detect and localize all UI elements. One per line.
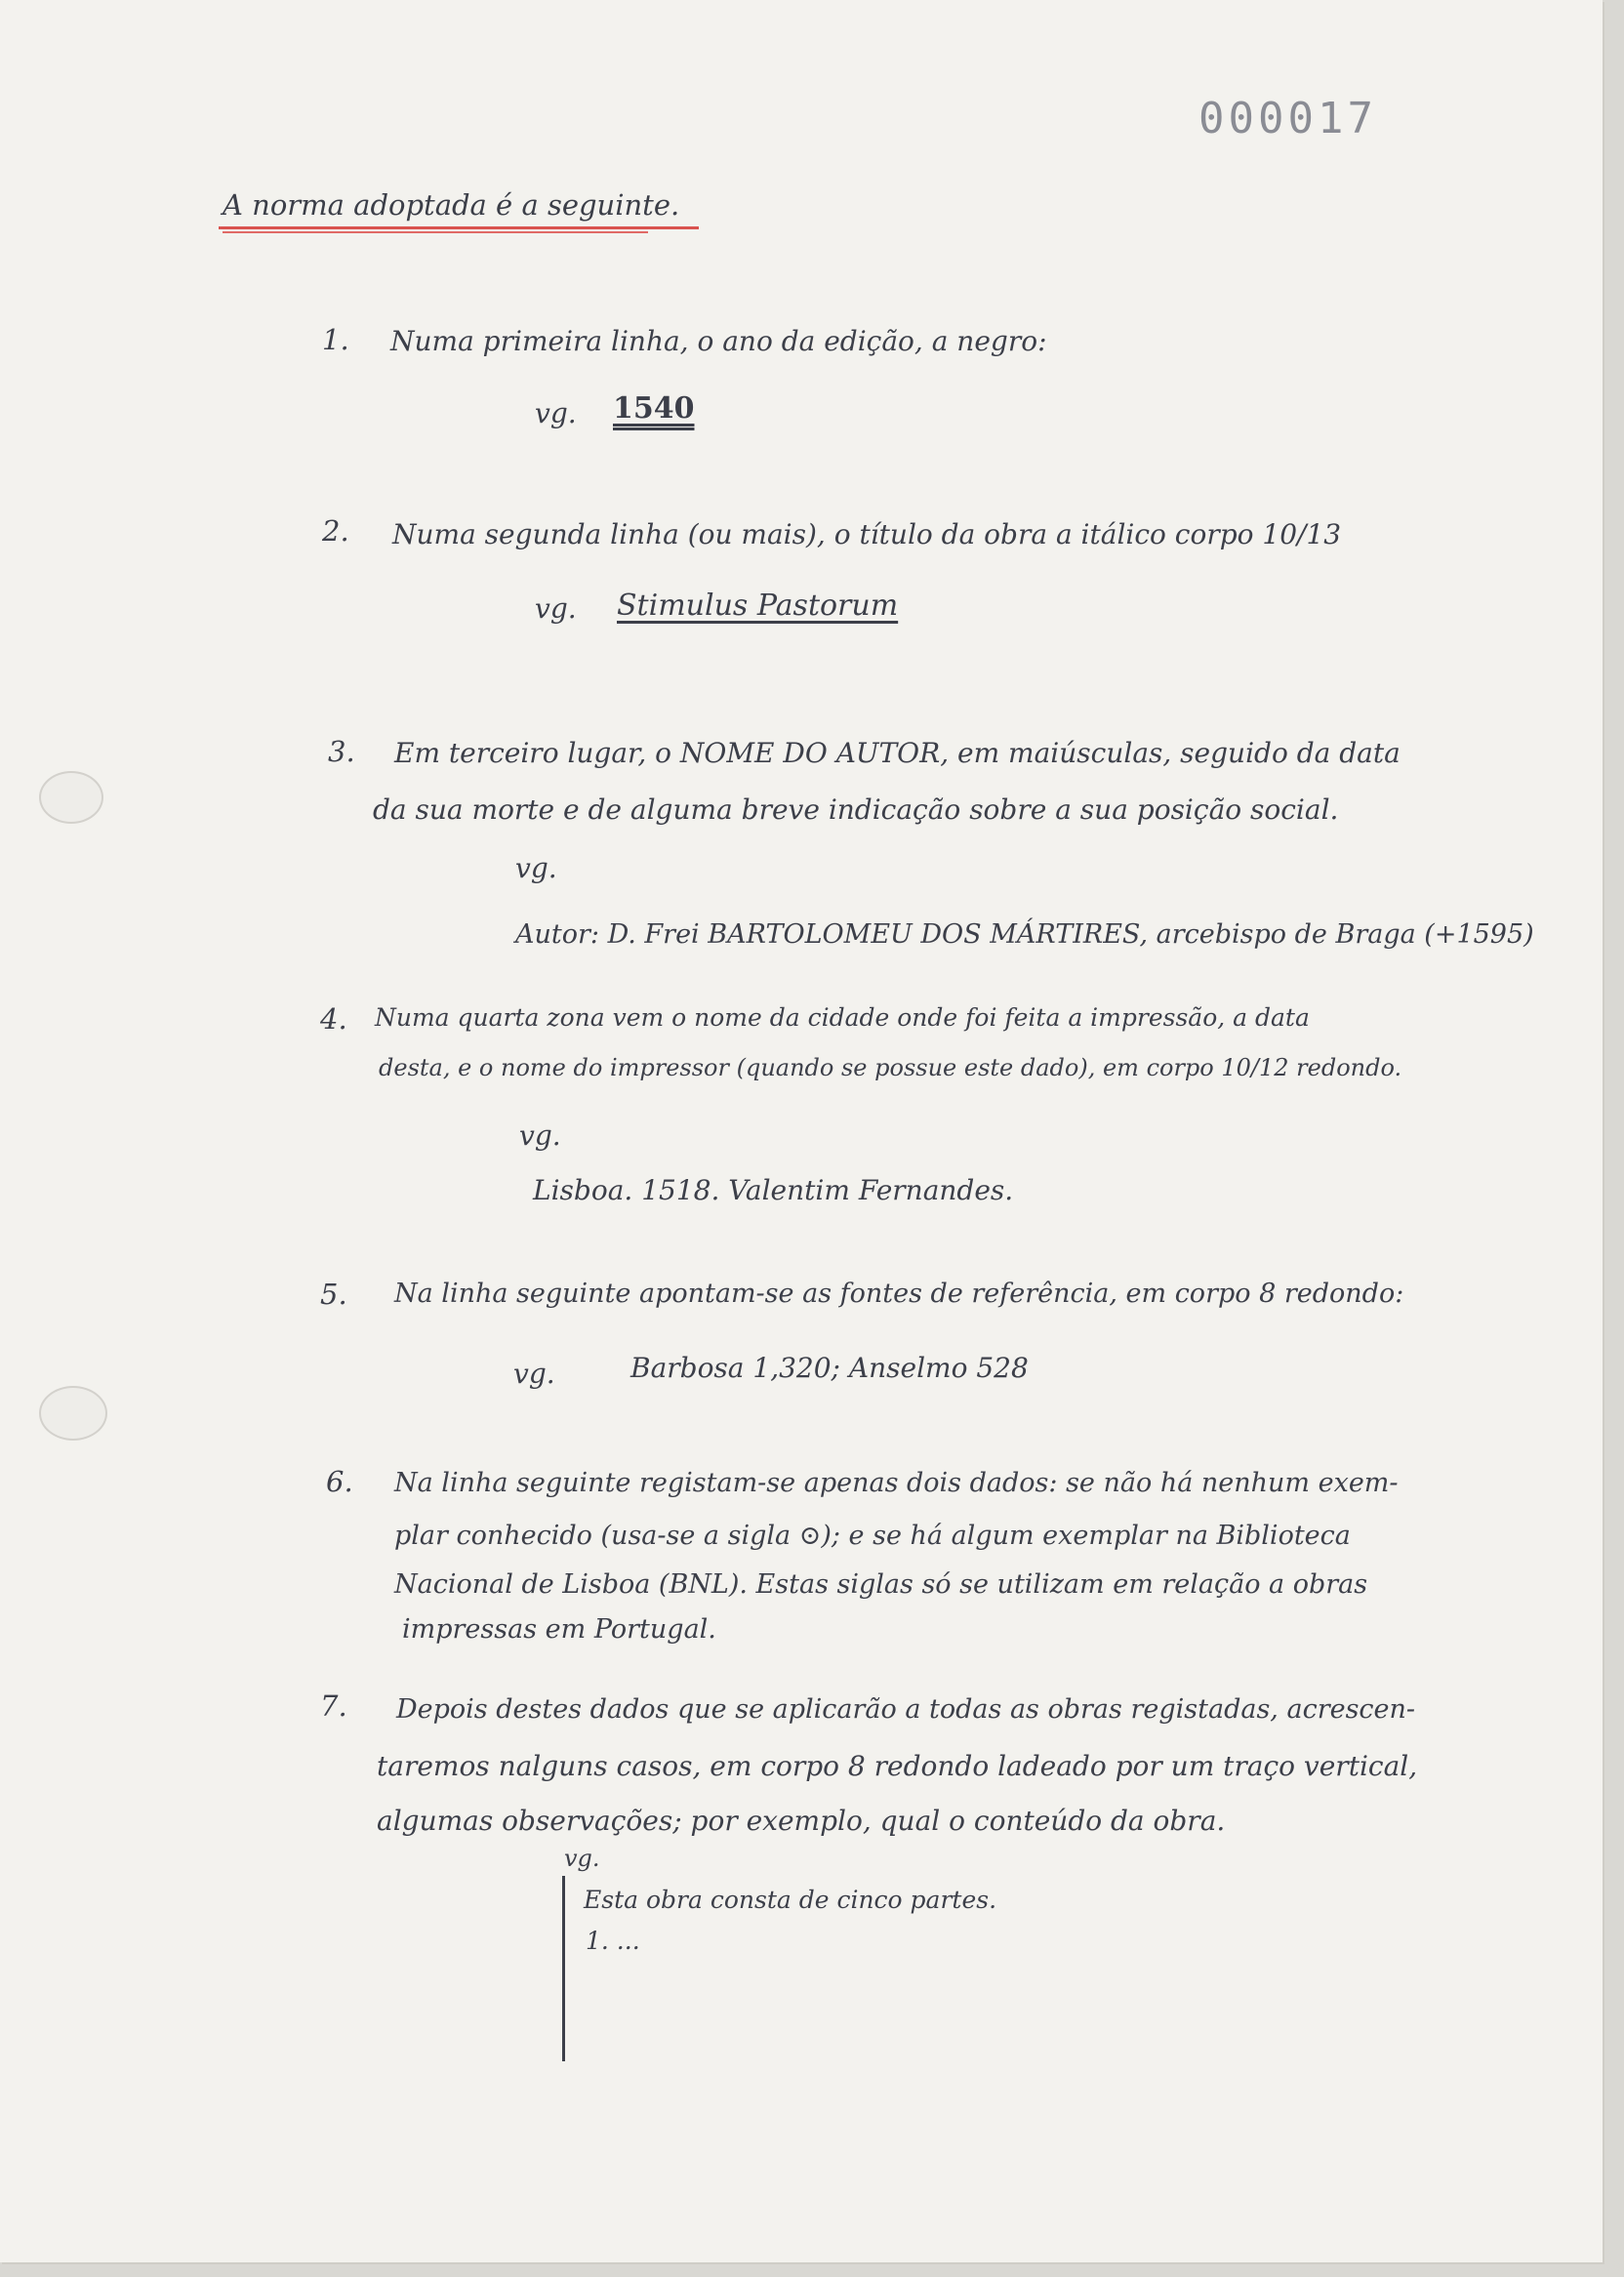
- item-6-line-4: impressas em Portugal.: [402, 1614, 716, 1645]
- item-1-line-1: Numa primeira linha, o ano da edição, a negro:: [390, 325, 1047, 357]
- item-3-line-2: da sua morte e de alguma breve indicação sobre a sua posição social.: [373, 793, 1339, 826]
- item-5-line-1: Na linha seguinte apontam-se as fontes de referência, em corpo 8 redondo:: [394, 1279, 1404, 1309]
- item-4-example-1: Lisboa. 1518. Valentim Fernandes.: [533, 1174, 1014, 1206]
- item-2-line-1: Numa segunda linha (ou mais), o título da obra a itálico corpo 10/13: [392, 518, 1342, 550]
- item-2-example-label: vg.: [535, 592, 577, 625]
- item-6-line-1: Na linha seguinte registam-se apenas dois dados: se não há nenhum exem-: [394, 1468, 1399, 1498]
- punch-hole-mark-upper: [39, 771, 103, 824]
- item-5-example-1: Barbosa 1,320; Anselmo 528: [630, 1352, 1029, 1384]
- item-1-example-1: 1540: [613, 391, 695, 426]
- punch-hole-mark-lower: [39, 1386, 107, 1441]
- item-3-example-1: Autor: D. Frei BARTOLOMEU DOS MÁRTIRES, arcebispo de Braga (+1595): [515, 919, 1534, 950]
- red-underline: [219, 226, 699, 229]
- item-4-example-label: vg.: [519, 1119, 561, 1152]
- archive-stamp-number: 000017: [1198, 94, 1377, 143]
- item-1-example-label: vg.: [535, 397, 577, 429]
- item-5-example-label: vg.: [513, 1358, 555, 1390]
- item-number-6: 6.: [326, 1465, 353, 1498]
- item-3-line-1: Em terceiro lugar, o NOME DO AUTOR, em maiúsculas, seguido da data: [394, 737, 1401, 769]
- item-6-line-2: plar conhecido (usa-se a sigla ⊙); e se há algum exemplar na Biblioteca: [394, 1521, 1351, 1551]
- vertical-rule: [562, 1876, 565, 2061]
- item-6-line-3: Nacional de Lisboa (BNL). Estas siglas só se utilizam em relação a obras: [394, 1569, 1368, 1600]
- item-7-line-3: algumas observações; por exemplo, qual o conteúdo da obra.: [377, 1805, 1226, 1837]
- item-number-3: 3.: [328, 735, 355, 768]
- item-number-4: 4.: [320, 1002, 347, 1036]
- red-underline-second: [223, 231, 648, 233]
- item-number-2: 2.: [322, 514, 349, 548]
- item-7-example-label: vg.: [564, 1845, 600, 1872]
- item-number-5: 5.: [320, 1278, 347, 1311]
- page-heading: A norma adoptada é a seguinte.: [223, 188, 680, 222]
- item-4-line-2: desta, e o nome do impressor (quando se possue este dado), em corpo 10/12 redondo.: [379, 1054, 1402, 1081]
- item-number-7: 7.: [320, 1689, 347, 1723]
- item-number-1: 1.: [322, 323, 349, 356]
- item-7-example-2: 1. ...: [586, 1927, 640, 1955]
- item-7-line-1: Depois destes dados que se aplicarão a todas as obras registadas, acrescen-: [396, 1694, 1416, 1725]
- item-3-example-label: vg.: [515, 852, 557, 884]
- item-7-line-2: taremos nalguns casos, em corpo 8 redondo ladeado por um traço vertical,: [377, 1750, 1418, 1782]
- item-2-example-1: Stimulus Pastorum: [617, 589, 899, 623]
- item-7-example-1: Esta obra consta de cinco partes.: [584, 1886, 997, 1914]
- item-4-line-1: Numa quarta zona vem o nome da cidade onde foi feita a impressão, a data: [375, 1003, 1310, 1032]
